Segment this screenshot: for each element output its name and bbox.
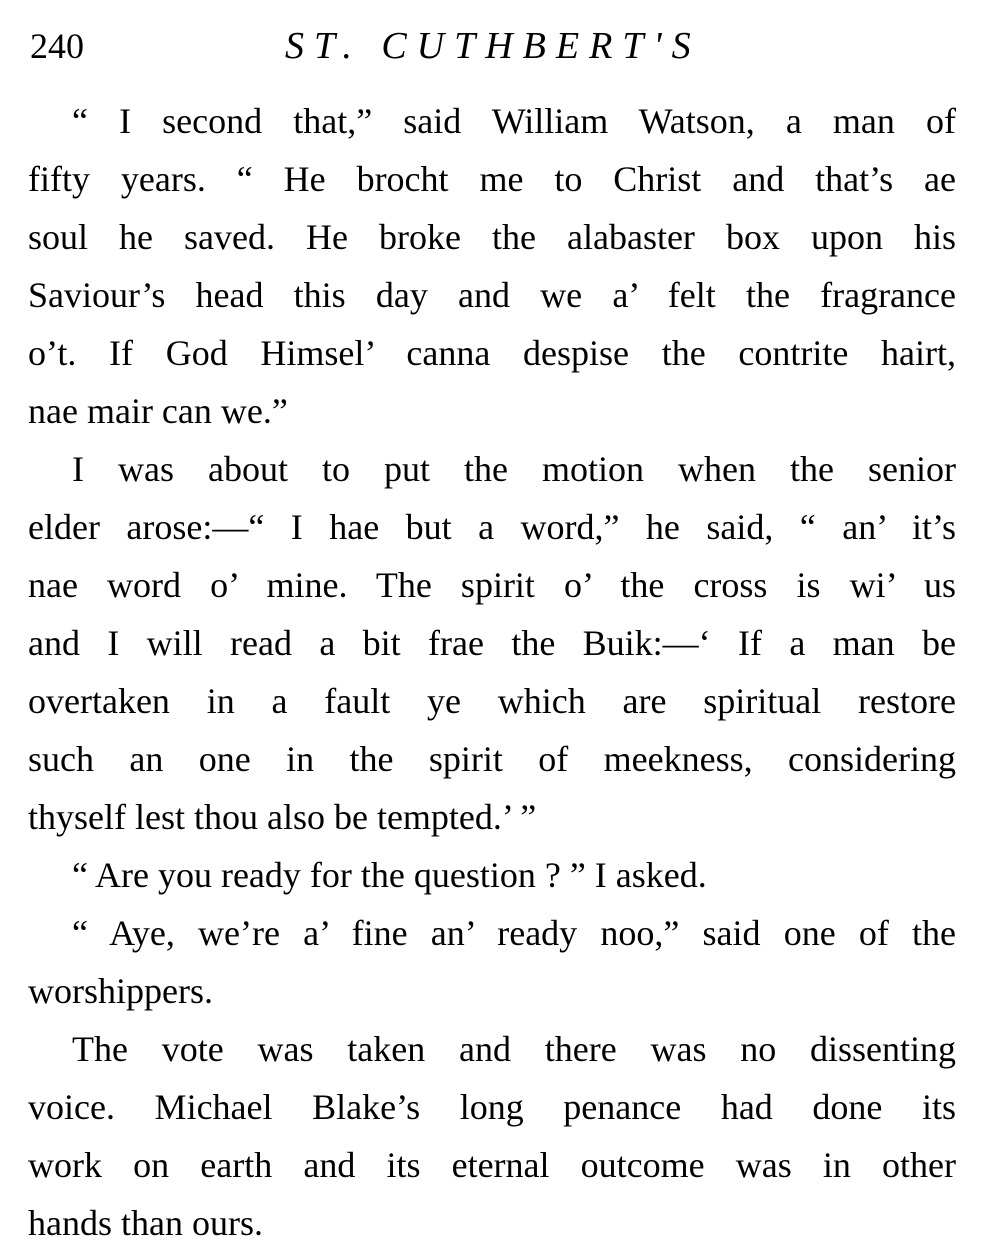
text-line: Saviour’s head this day and we a’ felt the fragrance <box>28 275 956 315</box>
text-line: worshippers. <box>28 971 213 1011</box>
paragraph <box>28 92 956 440</box>
text-line: voice. Michael Blake’s long penance had done its <box>28 1087 956 1127</box>
text-line: o’t. If God Himsel’ canna despise the contrite hairt, <box>28 333 956 373</box>
paragraph <box>28 904 956 1020</box>
text-line: “ Are you ready for the question ? ” I asked. <box>72 855 707 895</box>
text-line: “ I second that,” said William Watson, a man of <box>72 101 956 141</box>
text-line: thyself lest thou also be tempted.’ ” <box>28 797 537 837</box>
page-header <box>30 18 960 74</box>
page-number: 240 <box>30 26 84 66</box>
text-line: nae word o’ mine. The spirit o’ the cross is wi’ us <box>28 565 956 605</box>
text-line: elder arose:—“ I hae but a word,” he said, “ an’ it’s <box>28 507 956 547</box>
text-line: “ Aye, we’re a’ fine an’ ready noo,” said one of the <box>72 913 956 953</box>
text-line: hands than ours. <box>28 1203 263 1243</box>
body-text <box>28 92 956 1252</box>
running-head: ST. CUTHBERT'S <box>285 25 701 67</box>
text-line: such an one in the spirit of meekness, considering <box>28 739 956 779</box>
text-line: and I will read a bit frae the Buik:—‘ If a man be <box>28 623 956 663</box>
text-line: I was about to put the motion when the senior <box>72 449 956 489</box>
text-line: overtaken in a fault ye which are spiritual restore <box>28 681 956 721</box>
paragraph <box>28 440 956 846</box>
text-line: soul he saved. He broke the alabaster box upon his <box>28 217 956 257</box>
paragraph <box>28 846 956 904</box>
text-line: The vote was taken and there was no dissenting <box>72 1029 956 1069</box>
text-line: nae mair can we.” <box>28 391 288 431</box>
text-line: work on earth and its eternal outcome was in other <box>28 1145 956 1185</box>
paragraph <box>28 1020 956 1252</box>
text-line: fifty years. “ He brocht me to Christ and that’s ae <box>28 159 956 199</box>
